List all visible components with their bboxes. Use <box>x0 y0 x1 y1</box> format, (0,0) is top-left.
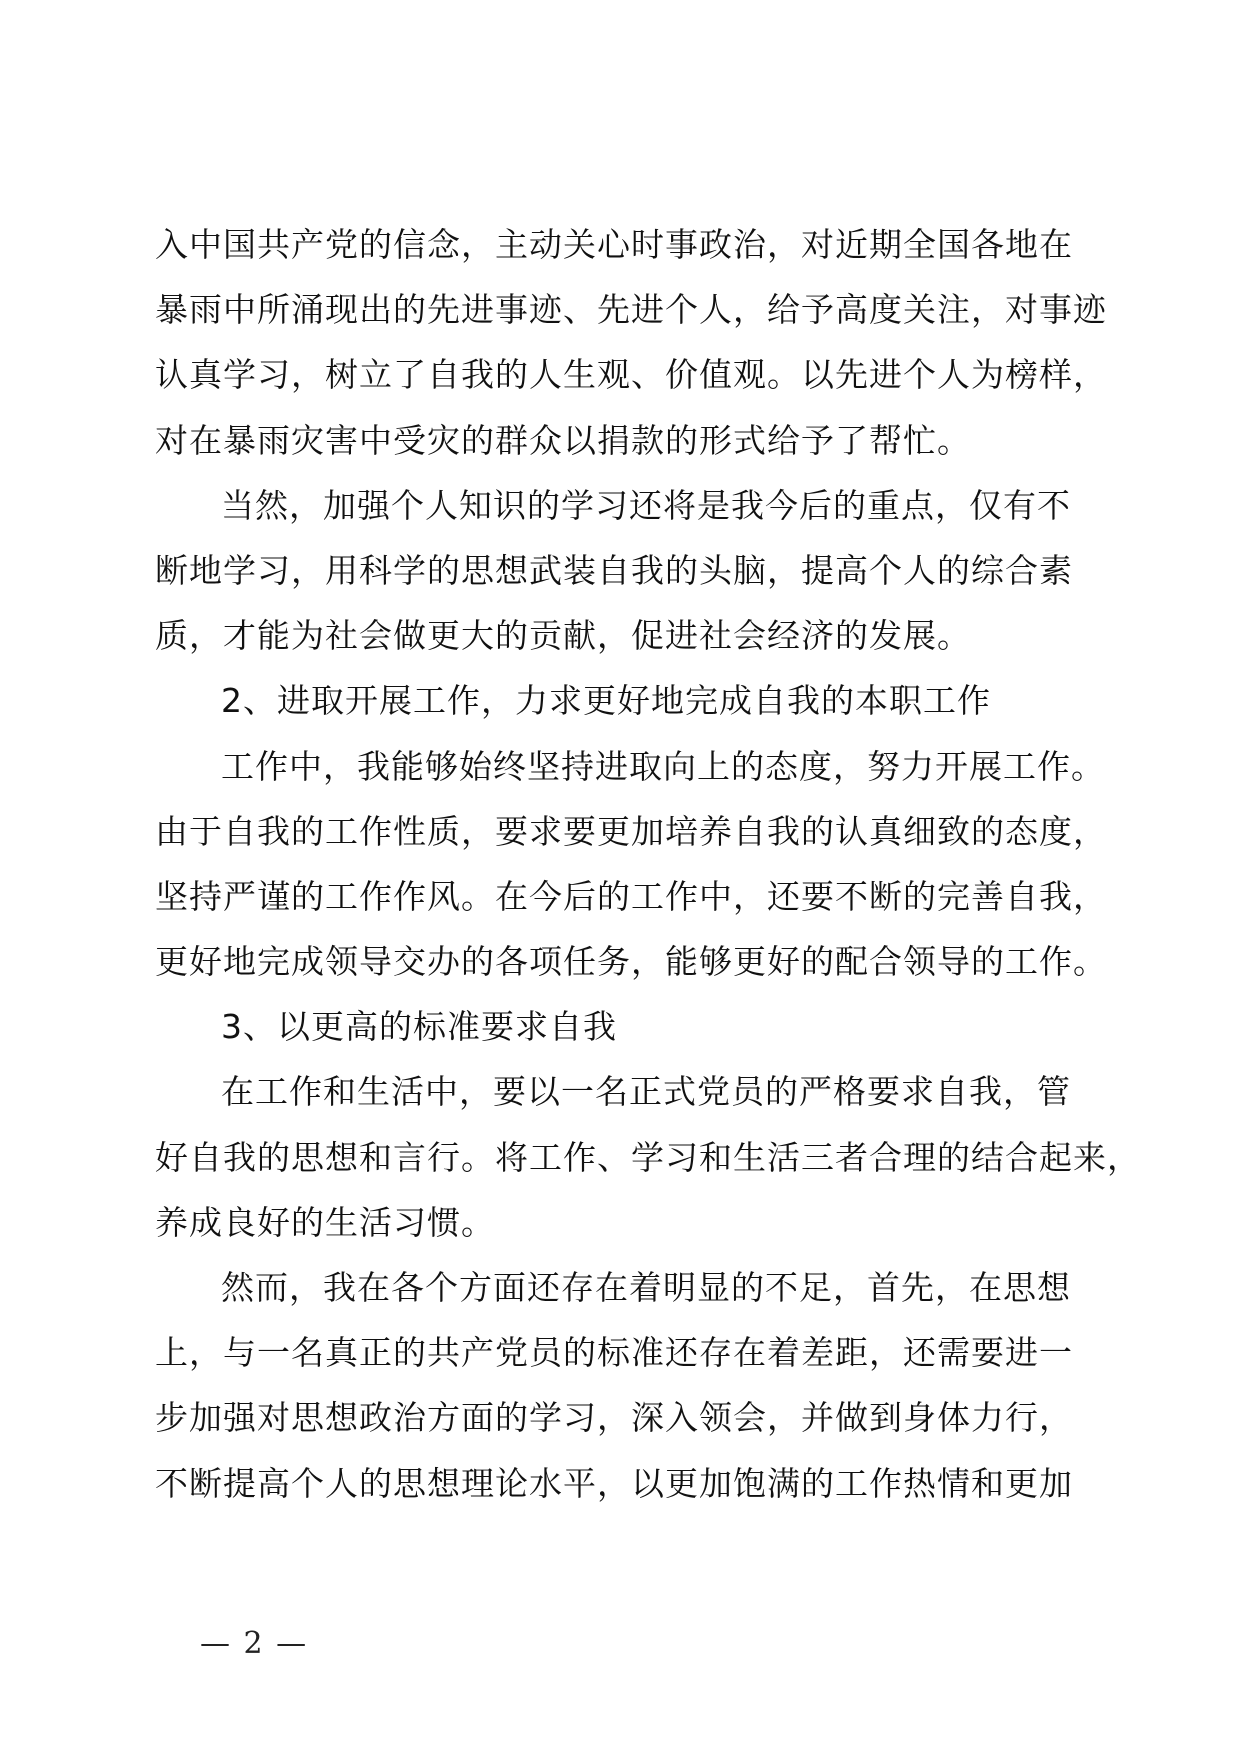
body-text-line: 更好地完成领导交办的各项任务，能够更好的配合领导的工作。 <box>155 942 1107 982</box>
paragraph <box>155 212 1115 473</box>
body-text-line: 上，与一名真正的共产党员的标准还存在着差距，还需要进一 <box>155 1333 1073 1373</box>
body-text-line: 好自我的思想和言行。将工作、学习和生活三者合理的结合起来， <box>155 1137 1141 1177</box>
document-body <box>155 212 1141 1516</box>
body-text-line: 当然，加强个人知识的学习还将是我今后的重点，仅有不 <box>221 485 1071 525</box>
body-text-line: 暴雨中所涌现出的先进事迹、先进个人，给予高度关注，对事迹 <box>155 290 1107 330</box>
body-text-line: 坚持严谨的工作作风。在今后的工作中，还要不断的完善自我， <box>155 876 1107 916</box>
section-heading <box>155 994 1115 1059</box>
body-text-line: 在工作和生活中，要以一名正式党员的严格要求自我，管 <box>221 1072 1071 1112</box>
body-text-line: 入中国共产党的信念，主动关心时事政治，对近期全国各地在 <box>155 225 1073 264</box>
body-text-line: 认真学习，树立了自我的人生观、价值观。以先进个人为榜样， <box>155 355 1107 395</box>
body-text-line: 工作中，我能够始终坚持进取向上的态度，努力开展工作。 <box>221 746 1105 786</box>
paragraph <box>155 1059 1141 1255</box>
body-text-line: 步加强对思想政治方面的学习，深入领会，并做到身体力行， <box>155 1398 1073 1438</box>
body-text-line: 由于自我的工作性质，要求要更加培养自我的认真细致的态度， <box>155 811 1107 851</box>
body-text-line: 不断提高个人的思想理论水平，以更加饱满的工作热情和更加 <box>155 1463 1073 1503</box>
paragraph <box>155 1255 1115 1516</box>
paragraph <box>155 734 1115 995</box>
section-heading <box>155 668 1115 733</box>
section-heading-text: 2、进取开展工作，力求更好地完成自我的本职工作 <box>221 681 991 721</box>
paragraph <box>155 473 1115 669</box>
page-number: — 2 — <box>200 1626 309 1661</box>
body-text-line: 质，才能为社会做更大的贡献，促进社会经济的发展。 <box>155 616 971 656</box>
body-text-line: 养成良好的生活习惯。 <box>155 1202 495 1242</box>
body-text-line: 对在暴雨灾害中受灾的群众以捐款的形式给予了帮忙。 <box>155 420 971 460</box>
body-text-line: 然而，我在各个方面还存在着明显的不足，首先，在思想 <box>221 1268 1071 1307</box>
body-text-line: 断地学习，用科学的思想武装自我的头脑，提高个人的综合素 <box>155 550 1073 590</box>
section-heading-text: 3、以更高的标准要求自我 <box>221 1007 617 1047</box>
